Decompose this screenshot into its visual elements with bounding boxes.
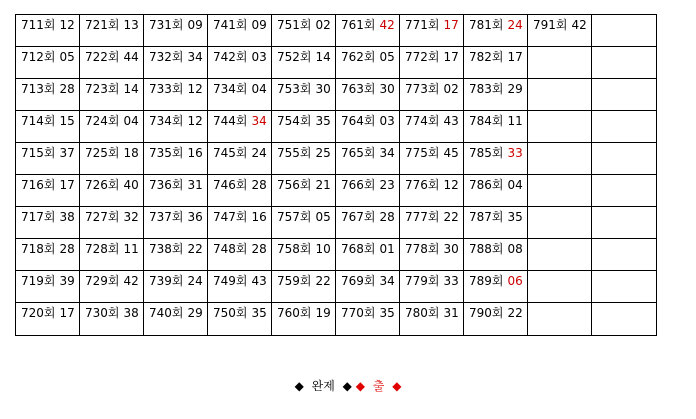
number-value: 16 — [187, 146, 203, 160]
number-value: 33 — [443, 274, 459, 288]
number-value: 34 — [379, 146, 395, 160]
round-label: 751회 — [277, 18, 312, 32]
number-value: 21 — [315, 178, 331, 192]
result-cell — [272, 175, 336, 207]
round-label: 730회 — [85, 306, 120, 320]
result-cell — [400, 303, 464, 336]
table-row — [16, 47, 657, 79]
result-cell — [208, 143, 272, 175]
number-value: 42 — [571, 18, 587, 32]
number-value: 13 — [123, 18, 139, 32]
round-label: 725회 — [85, 146, 120, 160]
round-label: 752회 — [277, 50, 312, 64]
result-cell — [400, 143, 464, 175]
result-cell — [16, 79, 80, 111]
table-row — [16, 239, 657, 271]
empty-cell — [528, 79, 592, 111]
round-label: 742회 — [213, 50, 248, 64]
black-diamond-icon: ◆ — [294, 379, 304, 393]
empty-cell — [592, 303, 657, 336]
number-value: 03 — [379, 114, 395, 128]
table-row — [16, 111, 657, 143]
number-value: 35 — [315, 114, 331, 128]
number-value: 12 — [187, 114, 203, 128]
round-label: 713회 — [21, 82, 56, 96]
number-value: 43 — [443, 114, 459, 128]
number-value: 43 — [251, 274, 267, 288]
number-value: 24 — [187, 274, 203, 288]
number-value: 30 — [379, 82, 395, 96]
result-cell — [144, 303, 208, 336]
number-value: 42 — [379, 18, 395, 32]
result-cell — [272, 271, 336, 303]
result-cell — [16, 207, 80, 239]
round-label: 788회 — [469, 242, 504, 256]
round-label: 779회 — [405, 274, 440, 288]
round-label: 758회 — [277, 242, 312, 256]
result-cell — [336, 303, 400, 336]
number-value: 29 — [187, 306, 203, 320]
round-label: 711회 — [21, 18, 56, 32]
round-label: 774회 — [405, 114, 440, 128]
number-value: 38 — [123, 306, 139, 320]
result-cell — [80, 79, 144, 111]
number-value: 03 — [251, 50, 267, 64]
round-label: 739회 — [149, 274, 184, 288]
result-cell — [80, 47, 144, 79]
number-value: 23 — [379, 178, 395, 192]
result-cell — [400, 239, 464, 271]
round-label: 736회 — [149, 178, 184, 192]
round-label: 771회 — [405, 18, 440, 32]
black-diamond-icon: ◆ — [342, 379, 352, 393]
table-row — [16, 79, 657, 111]
result-cell — [144, 79, 208, 111]
result-cell — [208, 79, 272, 111]
round-label: 744회 — [213, 114, 248, 128]
result-cell — [400, 15, 464, 47]
result-cell — [144, 207, 208, 239]
result-cell — [208, 271, 272, 303]
round-label: 764회 — [341, 114, 376, 128]
result-cell — [336, 271, 400, 303]
number-value: 45 — [443, 146, 459, 160]
number-value: 35 — [507, 210, 523, 224]
round-label: 767회 — [341, 210, 376, 224]
empty-cell — [592, 47, 657, 79]
empty-cell — [528, 111, 592, 143]
round-label: 729회 — [85, 274, 120, 288]
result-cell — [16, 303, 80, 336]
number-value: 17 — [59, 306, 75, 320]
result-cell — [80, 271, 144, 303]
round-label: 741회 — [213, 18, 248, 32]
round-label: 731회 — [149, 18, 184, 32]
legend-out-label: 출 — [372, 379, 385, 393]
result-cell — [16, 47, 80, 79]
empty-cell — [592, 79, 657, 111]
result-cell — [464, 111, 528, 143]
round-label: 733회 — [149, 82, 184, 96]
number-value: 17 — [59, 178, 75, 192]
round-label: 760회 — [277, 306, 312, 320]
number-value: 22 — [187, 242, 203, 256]
round-label: 773회 — [405, 82, 440, 96]
round-label: 722회 — [85, 50, 120, 64]
result-cell — [80, 207, 144, 239]
number-value: 12 — [59, 18, 75, 32]
number-value: 42 — [123, 274, 139, 288]
result-cell — [272, 47, 336, 79]
result-cell — [336, 79, 400, 111]
round-label: 756회 — [277, 178, 312, 192]
round-label: 770회 — [341, 306, 376, 320]
number-value: 31 — [187, 178, 203, 192]
result-cell — [208, 303, 272, 336]
round-label: 762회 — [341, 50, 376, 64]
result-cell — [528, 15, 592, 47]
result-cell — [272, 79, 336, 111]
table-row — [16, 207, 657, 239]
result-cell — [208, 207, 272, 239]
number-value: 34 — [187, 50, 203, 64]
result-cell — [272, 239, 336, 271]
round-label: 766회 — [341, 178, 376, 192]
result-cell — [400, 111, 464, 143]
result-cell — [144, 175, 208, 207]
round-label: 747회 — [213, 210, 248, 224]
empty-cell — [528, 143, 592, 175]
result-cell — [464, 15, 528, 47]
result-cell — [208, 239, 272, 271]
round-label: 719회 — [21, 274, 56, 288]
number-value: 05 — [59, 50, 75, 64]
round-label: 712회 — [21, 50, 56, 64]
number-value: 17 — [443, 18, 459, 32]
round-label: 778회 — [405, 242, 440, 256]
round-label: 728회 — [85, 242, 120, 256]
number-value: 14 — [315, 50, 331, 64]
round-label: 775회 — [405, 146, 440, 160]
result-cell — [464, 175, 528, 207]
result-cell — [400, 175, 464, 207]
result-cell — [336, 111, 400, 143]
result-cell — [144, 271, 208, 303]
red-diamond-icon: ◆ — [355, 379, 365, 393]
number-value: 35 — [251, 306, 267, 320]
round-label: 734회 — [149, 114, 184, 128]
round-label: 785회 — [469, 146, 504, 160]
result-cell — [272, 15, 336, 47]
result-cell — [144, 47, 208, 79]
number-value: 06 — [507, 274, 523, 288]
round-label: 768회 — [341, 242, 376, 256]
empty-cell — [528, 271, 592, 303]
result-cell — [336, 207, 400, 239]
round-label: 784회 — [469, 114, 504, 128]
round-label: 772회 — [405, 50, 440, 64]
round-label: 757회 — [277, 210, 312, 224]
round-label: 720회 — [21, 306, 56, 320]
round-label: 724회 — [85, 114, 120, 128]
result-cell — [208, 111, 272, 143]
round-label: 721회 — [85, 18, 120, 32]
number-value: 02 — [443, 82, 459, 96]
result-cell — [144, 15, 208, 47]
round-label: 786회 — [469, 178, 504, 192]
empty-cell — [528, 175, 592, 207]
result-cell — [80, 143, 144, 175]
empty-cell — [592, 15, 657, 47]
number-value: 29 — [507, 82, 523, 96]
round-label: 781회 — [469, 18, 504, 32]
result-cell — [464, 143, 528, 175]
number-value: 32 — [123, 210, 139, 224]
result-cell — [272, 143, 336, 175]
empty-cell — [528, 47, 592, 79]
round-label: 716회 — [21, 178, 56, 192]
round-label: 740회 — [149, 306, 184, 320]
round-label: 787회 — [469, 210, 504, 224]
round-label: 745회 — [213, 146, 248, 160]
result-cell — [144, 111, 208, 143]
round-label: 777회 — [405, 210, 440, 224]
round-label: 761회 — [341, 18, 376, 32]
result-cell — [336, 47, 400, 79]
number-value: 04 — [123, 114, 139, 128]
number-value: 30 — [443, 242, 459, 256]
result-cell — [272, 111, 336, 143]
results-grid-body — [16, 15, 657, 336]
result-cell — [464, 47, 528, 79]
result-cell — [16, 111, 80, 143]
round-label: 732회 — [149, 50, 184, 64]
number-value: 39 — [59, 274, 75, 288]
number-value: 40 — [123, 178, 139, 192]
result-cell — [16, 15, 80, 47]
empty-cell — [528, 207, 592, 239]
result-cell — [16, 271, 80, 303]
round-label: 776회 — [405, 178, 440, 192]
table-row — [16, 175, 657, 207]
number-value: 22 — [315, 274, 331, 288]
number-value: 12 — [443, 178, 459, 192]
number-value: 01 — [379, 242, 395, 256]
number-value: 28 — [251, 242, 267, 256]
round-label: 727회 — [85, 210, 120, 224]
round-label: 791회 — [533, 18, 568, 32]
number-value: 36 — [187, 210, 203, 224]
result-cell — [80, 175, 144, 207]
round-label: 718회 — [21, 242, 56, 256]
number-value: 09 — [251, 18, 267, 32]
number-value: 11 — [507, 114, 523, 128]
result-cell — [272, 303, 336, 336]
empty-cell — [592, 207, 657, 239]
number-value: 30 — [315, 82, 331, 96]
number-value: 22 — [443, 210, 459, 224]
round-label: 753회 — [277, 82, 312, 96]
round-label: 765회 — [341, 146, 376, 160]
number-value: 02 — [315, 18, 331, 32]
result-cell — [464, 239, 528, 271]
number-value: 24 — [251, 146, 267, 160]
result-cell — [208, 47, 272, 79]
number-value: 28 — [251, 178, 267, 192]
number-value: 14 — [123, 82, 139, 96]
round-label: 726회 — [85, 178, 120, 192]
results-grid — [15, 14, 657, 336]
number-value: 33 — [507, 146, 523, 160]
number-value: 10 — [315, 242, 331, 256]
table-row — [16, 15, 657, 47]
number-value: 25 — [315, 146, 331, 160]
round-label: 746회 — [213, 178, 248, 192]
empty-cell — [528, 239, 592, 271]
table-row — [16, 271, 657, 303]
number-value: 34 — [379, 274, 395, 288]
result-cell — [464, 271, 528, 303]
number-value: 04 — [251, 82, 267, 96]
empty-cell — [528, 303, 592, 336]
legend-complete-label: 완제 — [311, 379, 335, 393]
result-cell — [464, 303, 528, 336]
result-cell — [80, 239, 144, 271]
empty-cell — [592, 111, 657, 143]
round-label: 763회 — [341, 82, 376, 96]
result-cell — [400, 207, 464, 239]
empty-cell — [592, 239, 657, 271]
result-cell — [16, 239, 80, 271]
result-cell — [208, 175, 272, 207]
result-cell — [464, 207, 528, 239]
empty-cell — [592, 143, 657, 175]
result-cell — [144, 143, 208, 175]
round-label: 759회 — [277, 274, 312, 288]
round-label: 749회 — [213, 274, 248, 288]
round-label: 714회 — [21, 114, 56, 128]
number-value: 35 — [379, 306, 395, 320]
number-value: 19 — [315, 306, 331, 320]
result-cell — [208, 15, 272, 47]
table-row — [16, 303, 657, 336]
number-value: 38 — [59, 210, 75, 224]
result-cell — [80, 111, 144, 143]
round-label: 755회 — [277, 146, 312, 160]
number-value: 44 — [123, 50, 139, 64]
result-cell — [336, 239, 400, 271]
result-cell — [336, 15, 400, 47]
table-row — [16, 143, 657, 175]
result-cell — [16, 143, 80, 175]
result-cell — [80, 303, 144, 336]
round-label: 715회 — [21, 146, 56, 160]
result-cell — [336, 143, 400, 175]
round-label: 734회 — [213, 82, 248, 96]
number-value: 18 — [123, 146, 139, 160]
round-label: 769회 — [341, 274, 376, 288]
result-cell — [400, 79, 464, 111]
number-value: 08 — [507, 242, 523, 256]
result-cell — [16, 175, 80, 207]
red-diamond-icon: ◆ — [392, 379, 402, 393]
round-label: 754회 — [277, 114, 312, 128]
round-label: 723회 — [85, 82, 120, 96]
result-cell — [144, 239, 208, 271]
number-value: 15 — [59, 114, 75, 128]
number-value: 37 — [59, 146, 75, 160]
result-cell — [272, 207, 336, 239]
number-value: 11 — [123, 242, 139, 256]
number-value: 16 — [251, 210, 267, 224]
number-value: 28 — [379, 210, 395, 224]
round-label: 748회 — [213, 242, 248, 256]
number-value: 28 — [59, 242, 75, 256]
number-value: 22 — [507, 306, 523, 320]
empty-cell — [592, 271, 657, 303]
number-value: 05 — [379, 50, 395, 64]
round-label: 782회 — [469, 50, 504, 64]
number-value: 24 — [507, 18, 523, 32]
number-value: 17 — [443, 50, 459, 64]
round-label: 738회 — [149, 242, 184, 256]
result-cell — [336, 175, 400, 207]
number-value: 09 — [187, 18, 203, 32]
number-value: 17 — [507, 50, 523, 64]
round-label: 790회 — [469, 306, 504, 320]
result-cell — [400, 271, 464, 303]
round-label: 735회 — [149, 146, 184, 160]
number-value: 05 — [315, 210, 331, 224]
result-cell — [400, 47, 464, 79]
round-label: 717회 — [21, 210, 56, 224]
number-value: 31 — [443, 306, 459, 320]
number-value: 04 — [507, 178, 523, 192]
result-cell — [80, 15, 144, 47]
empty-cell — [592, 175, 657, 207]
round-label: 789회 — [469, 274, 504, 288]
round-label: 737회 — [149, 210, 184, 224]
legend — [0, 378, 696, 394]
number-value: 28 — [59, 82, 75, 96]
round-label: 780회 — [405, 306, 440, 320]
round-label: 750회 — [213, 306, 248, 320]
number-value: 34 — [251, 114, 267, 128]
result-cell — [464, 79, 528, 111]
number-value: 12 — [187, 82, 203, 96]
round-label: 783회 — [469, 82, 504, 96]
